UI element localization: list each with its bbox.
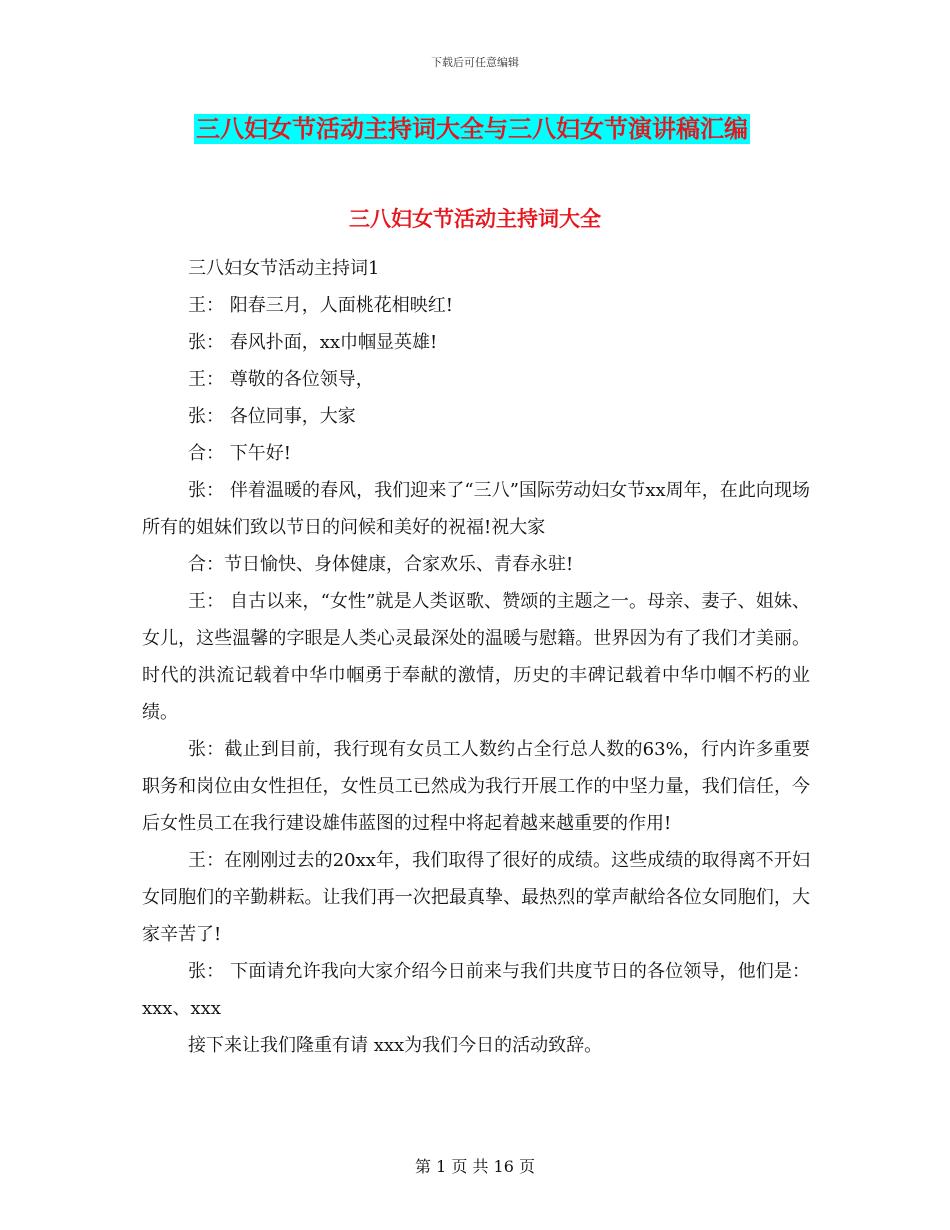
page-footer: 第 1 页 共 16 页	[415, 1157, 535, 1176]
paragraph: 王： 阳春三月，人面桃花相映红!	[188, 295, 453, 316]
paragraph: 张： 各位同事，大家	[188, 406, 356, 427]
paragraph: 张：截止到目前，我行现有女员工人数约占全行总人数的63%，行内许多重要职务和岗位由女性担任，女性员工已然成为我行开展工作的中坚力量，我们信任，今后女性员工在我行建设雄伟蓝图的过程中将起着越来越重要的作用!	[142, 739, 810, 834]
section-title: 三八妇女节活动主持词大全	[349, 206, 601, 231]
document-main-title: 三八妇女节活动主持词大全与三八妇女节演讲稿汇编	[196, 114, 748, 143]
paragraph: 合： 下午好!	[188, 443, 291, 464]
paragraph: 三八妇女节活动主持词1	[188, 258, 380, 279]
page-header-note: 下载后可任意编辑	[431, 56, 519, 69]
paragraph: 合：节日愉快、身体健康，合家欢乐、青春永驻!	[188, 554, 574, 575]
paragraph: 王： 自古以来，“女性”就是人类讴歌、赞颂的主题之一。母亲、妻子、姐妹、女儿，这些温馨的字眼是人类心灵最深处的温暖与慰籍。世界因为有了我们才美丽。时代的洪流记载着中华巾帼勇于奉献的激情，历史的丰碑记载着中华巾帼不朽的业绩。	[142, 591, 810, 723]
document-body	[142, 250, 810, 1064]
paragraph: 张： 下面请允许我向大家介绍今日前来与我们共度节日的各位领导，他们是：xxx、xxx	[142, 961, 810, 1019]
paragraph: 张： 春风扑面，xx巾帼显英雄!	[188, 332, 438, 353]
paragraph: 王：在刚刚过去的20xx年，我们取得了很好的成绩。这些成绩的取得离不开妇女同胞们的辛勤耕耘。让我们再一次把最真挚、最热烈的掌声献给各位女同胞们，大家辛苦了!	[142, 850, 810, 945]
paragraph: 接下来让我们隆重有请 xxx为我们今日的活动致辞。	[188, 1035, 603, 1056]
paragraph: 张： 伴着温暖的春风，我们迎来了“三八”国际劳动妇女节xx周年，在此向现场所有的姐妹们致以节日的问候和美好的祝福!祝大家	[142, 480, 810, 538]
paragraph: 王： 尊敬的各位领导，	[188, 369, 374, 390]
